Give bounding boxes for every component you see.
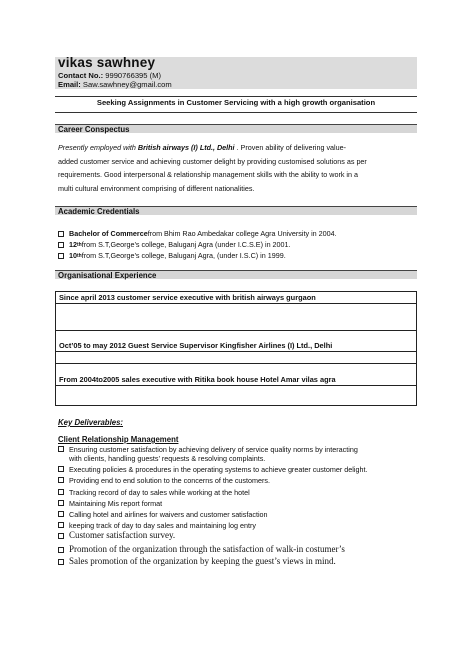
career-text-1a: Presently employed with [58,143,138,152]
checkbox-bullet-icon [58,489,64,495]
checkbox-bullet-icon [58,547,64,553]
deliverable-text: Executing policies & procedures in the operating systems to achieve greater customer delight. [69,465,368,474]
checkbox-bullet-icon [58,242,64,248]
deliverable-item [58,531,175,540]
deliverable-item [58,521,256,530]
deliverable-item-continued [69,454,265,463]
contact-label: Contact No.: [58,71,104,80]
deliverable-item [58,499,162,508]
career-text-3: requirements. Good interpersonal & relationship management skills with the ability to work in a [58,170,359,179]
contact-number[interactable]: 9990766395 (M) [105,71,161,80]
deliverable-item [58,557,336,566]
checkbox-bullet-icon [58,559,64,565]
experience-row: Since april 2013 customer service executive with british airways gurgaon [56,293,416,304]
checkbox-bullet-icon [58,466,64,472]
key-deliverables-title: Key Deliverables: [58,418,124,427]
section-career-heading: Career Conspectus [55,124,417,133]
deliverable-text: with clients, handling guests’ requests & resolving complaints. [69,454,266,463]
deliverable-text: Tracking record of day to sales while working at the hotel [69,488,250,497]
objective-text: Seeking Assignments in Customer Servicing with a high growth organisation [96,98,376,107]
deliverable-item [58,465,367,474]
checkbox-bullet-icon [58,231,64,237]
deliverable-item [58,445,358,454]
email-line [58,80,172,89]
career-text-2: added customer service and achieving customer delight by providing customised solutions as per [58,156,367,166]
experience-row-spacer [56,319,416,331]
contact-line [58,71,172,80]
academic-item [58,240,291,249]
experience-row: From 2004to2005 sales executive with Ritika book house Hotel Amar vilas agra [56,375,416,386]
checkbox-bullet-icon [58,253,64,259]
checkbox-bullet-icon [58,511,64,517]
career-text-1c: . Proven ability of delivering value- [234,143,347,152]
academic-item [58,251,286,260]
deliverable-text: keeping track of day to day sales and maintaining log entry [69,521,256,530]
deliverable-item [58,545,345,554]
experience-row-spacer [56,352,416,364]
deliverable-text: Sales promotion of the organization by keeping the guest’s views in mind. [69,556,336,566]
deliverable-item [58,476,270,485]
academic-degree: Bachelor of Commerce [69,229,148,238]
academic-degree-suffix: th [77,252,82,259]
checkbox-bullet-icon [58,500,64,506]
checkbox-bullet-icon [58,522,64,528]
email-label: Email: [58,80,81,89]
deliverable-item [58,488,250,497]
academic-degree-suffix: th [77,241,82,248]
section-experience-heading: Organisational Experience [55,270,417,279]
deliverable-item [58,510,268,519]
academic-degree: 12 [69,240,77,249]
candidate-name: vikas sawhney [58,55,156,70]
deliverable-text: Maintaining Mis report format [69,499,163,508]
checkbox-bullet-icon [58,477,64,483]
contact-block [58,71,172,89]
email-address[interactable]: Saw.sawhney@gmail.com [82,80,172,89]
career-paragraph [58,141,416,195]
deliverable-text: Calling hotel and airlines for waivers and customer satisfaction [69,510,268,519]
career-text-4: multi cultural environment comprising of different nationalities. [58,183,255,193]
checkbox-bullet-icon [58,533,64,539]
academic-item [58,229,337,238]
employer-name: British airways (I) Ltd., Delhi [137,143,235,152]
academic-detail: from S.T,George’s college, Baluganj Agra, (under I.S.C) in 1999. [81,251,286,260]
academic-detail: from Bhim Rao Ambedakar college Agra University in 2004. [147,229,337,238]
academic-degree: 10 [69,251,77,260]
deliverable-text: Customer satisfaction survey. [69,530,176,540]
checkbox-bullet-icon [58,446,64,452]
deliverable-text: Providing end to end solution to the concerns of the customers. [69,476,270,485]
section-academic-heading: Academic Credentials [55,206,417,215]
deliverable-text: Promotion of the organization through the satisfaction of walk-in costumer’s [69,544,345,554]
deliverable-text: Ensuring customer satisfaction by achieving delivery of service quality norms by interacting [69,445,358,454]
experience-row: Oct’05 to may 2012 Guest Service Supervisor Kingfisher Airlines (I) Ltd., Delhi [56,341,416,352]
crm-subtitle: Client Relationship Management [58,435,179,444]
academic-detail: from S.T,George’s college, Baluganj Agra (under I.C.S.E) in 2001. [81,240,291,249]
experience-table [55,291,417,406]
